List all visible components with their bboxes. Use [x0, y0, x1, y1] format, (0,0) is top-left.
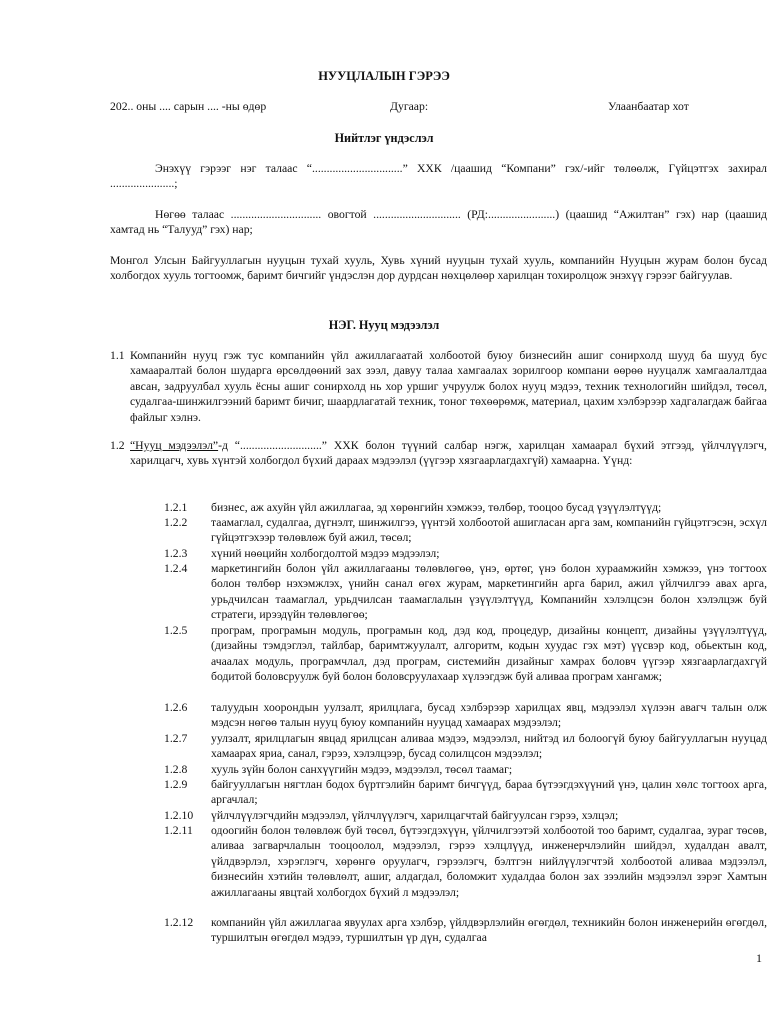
subitem-1-2-1 [164, 500, 767, 515]
section-general-heading: Нийтлэг үндэслэл [334, 131, 434, 145]
subitem-1-2-3 [164, 546, 767, 561]
document-title: НУУЦЛАЛЫН ГЭРЭЭ [318, 69, 450, 83]
subitem-number: 1.2.12 [164, 916, 194, 929]
subitem-number: 1.2.4 [164, 562, 188, 575]
subitem-text: таамаглал, судалгаа, дүгнэлт, шинжилгээ, үүнтэй холбоотой ашигласан арга зам, компанийн гүйцэтгэсэн, эсхүл гүйцэтгэхээр төлөвлөж буй ажил, төсөл; [211, 516, 767, 545]
document-meta-row [110, 99, 710, 115]
subitem-text: маркетингийн болон үйл ажиллагааны төлөвлөгөө, үнэ, өртөг, үнэ болон хураамжийн хэмжээ, үнэ тогтоох болон төлбөр нэхэмжлэх, үнийн санал өгөх журам, маркетингийн арга барил, ажил үйлчилгээ авах арга, урьдчилсан таамаглал, урьдчилсан таамаглалын үзүүлэлтүүд, Компанийн хэлэлцсэн болон хэлэлцэж буй стратеги, ирээдүйн төлөвлөгөө; [211, 562, 767, 622]
subitem-text: талуудын хоорондын уулзалт, ярилцлага, бусад хэлбэрээр харилцах явц, мэдээлэл хүлээн авагч талын олж мэдсэн нөгөө талын нууц буюу компанийн нууцад хамаарах мэдээлэл; [211, 701, 767, 730]
page-number: 1 [756, 951, 762, 965]
document-city: Улаанбаатар хот [608, 100, 689, 113]
subitem-1-2-10 [164, 808, 767, 823]
clause-text: Компанийн нууц гэж тус компанийн үйл ажиллагаатай холбоотой буюу бизнесийн ашиг сонирхолд шууд ба шууд бус хамааралтай болон шударга өрсөлдөөний зах зээл, давуу талаа хамгаалах зорилгоор компани өөрөө нууцалж хамгаалалтдаа авсан, задруулбал хууль ёсны ашиг сонирхолд нь хор уршиг учруулж болох нууц мэдээ, техник технологийн шийдэл, төсөл, судалгаа-шинжилгээний баримт бичиг, шаардлагатай техник, тоног төхөөрөмж, материал, цахим хэлбэрээр хадгалагдаж байгаа файлыг хэлнэ. [130, 349, 767, 424]
clause-1-1 [110, 348, 767, 425]
subitem-number: 1.2.7 [164, 732, 188, 745]
subitem-text: үйлчлүүлэгчдийн мэдээлэл, үйлчлүүлэгч, харилцагчтай байгуулсан гэрээ, хэлцэл; [211, 809, 619, 822]
subitem-text: хүний нөөцийн холбогдолтой мэдээ мэдээлэл; [211, 547, 440, 560]
clause-number: 1.1 [110, 349, 125, 362]
subitem-1-2-9 [164, 777, 767, 808]
subitem-1-2-6 [164, 700, 767, 731]
subitem-text: програм, програмын модуль, програмын код, дэд код, процедур, дизайны концепт, дизайны үзүүлэлтүүд, (дизайны тэмдэглэл, тайлбар, баримтжуулалт, алгоритм, кодын хуудас гэх мэт) үүсвэр код, обьектын код, ачаалах модуль, програмчлал, дэд програм, системийн дизайныг хамрах боловч үүгээр хязгаарлагдахгүй бодитой боловсруулж буй болон боловсруулахаар хүлээгдэж буй аливаа програм хангамж; [211, 624, 767, 684]
clause-text [130, 438, 767, 469]
subitem-number: 1.2.1 [164, 501, 188, 514]
subitem-text: хууль зүйн болон санхүүгийн мэдээ, мэдээлэл, төсөл таамаг; [211, 763, 513, 776]
subitem-number: 1.2.3 [164, 547, 188, 560]
subitem-text: компанийн үйл ажиллагаа явуулах арга хэлбэр, үйлдвэрлэлийн өгөгдөл, техникийн болон инженерийн өгөгдөл, туршилтын өгөгдөл мэдээ, туршилтын үр дүн, судалгаа [211, 916, 767, 945]
clause-number: 1.2 [110, 439, 125, 452]
subitem-number: 1.2.9 [164, 778, 188, 791]
subitem-1-2-2 [164, 515, 767, 546]
subitem-text: бизнес, аж ахуйн үйл ажиллагаа, эд хөрөнгийн хэмжээ, төлбөр, тооцоо бусад үзүүлэлтүүд; [211, 501, 662, 514]
clause-body: -д “............................” ХХК болон түүний салбар нэгж, харилцан хамаарал бүхий этгээд, үйлчлүүлэгч, харилцагч, хувь хүнтэй холбогдол бүхий дараах мэдээлэл (үүгээр хязгаарлагдахгүй) хамаарна. Үүнд: [130, 439, 767, 468]
subitem-text: одоогийн болон төлөвлөж буй төсөл, бүтээгдэхүүн, үйлчилгээтэй холбоотой тоо баримт, судалгаа, зураг төсөв, аливаа загварчлалын тооцоолол, мэдээлэл, гэрээ хэлцлүүд, инженерчлэлийн шийдэл, худалдан авалт, үйлдвэрлэл, хэрэглэгч, хөрөнгө оруулагч, гэрээлэгч, бэлтгэн нийлүүлэгчтэй холбоотой аливаа мэдээлэл, бизнесийн хэтийн төлөвлөлт, ашиг, алдагдал, боломжит худалдаа болон зах зээлийн мэдээлэл зэрэг Хамтын ажиллагааны явцтай холбогдох бүхий л мэдээлэл; [211, 824, 767, 899]
subitem-text: уулзалт, ярилцлагын явцад ярилцсан аливаа мэдээ, мэдээлэл, нийтэд ил болоогүй буюу байгууллагын нууцад хамаарах яриа, санал, гэрээ, хэлэлцээр, бусад солилцсон мэдээлэл; [211, 732, 767, 761]
clause-term: “Нууц мэдээлэл” [130, 439, 219, 452]
paragraph-company-party [110, 161, 767, 192]
subitem-1-2-7 [164, 731, 767, 762]
subitem-1-2-12 [164, 915, 767, 946]
subitem-1-2-11 [164, 823, 767, 900]
subitem-number: 1.2.2 [164, 516, 188, 529]
subitem-number: 1.2.6 [164, 701, 188, 714]
clause-1-2 [110, 438, 767, 469]
paragraph-legal-basis: Монгол Улсын Байгууллагын нууцын тухай хууль, Хувь хүний нууцын тухай хууль, компанийн Нууцын журам болон бусад холбогдох хууль тогтоомж, баримт бичгийг үндэслэн дор дурдсан нөхцөлөөр харилцан тохиролцож энэхүү гэрээг байгуулав. [110, 254, 767, 283]
subitem-number: 1.2.10 [164, 809, 194, 822]
document-date: 202.. оны .... сарын .... -ны өдөр [110, 100, 267, 113]
subitem-1-2-8 [164, 762, 767, 777]
subitem-1-2-5 [164, 623, 767, 685]
subitem-number: 1.2.5 [164, 624, 188, 637]
paragraph-employee-party [110, 207, 767, 238]
document-number-label: Дугаар: [390, 100, 429, 113]
subitem-number: 1.2.8 [164, 763, 188, 776]
section-one-heading: НЭГ. Нууц мэдээлэл [328, 318, 440, 332]
subitem-1-2-4 [164, 561, 767, 623]
subitem-text: байгууллагын нягтлан бодох бүртгэлийн баримт бичгүүд, бараа бүтээгдэхүүний үнэ, цалин хөлс тогтоох арга, аргачлал; [211, 778, 767, 807]
subitem-number: 1.2.11 [164, 824, 193, 837]
paragraph-employee-party-text: Нөгөө талаас ............................... овогтой .............................. (РД:.......................) (цаашид “Ажилтан” гэх) нар (цаашид хамтад нь “Талууд” гэх) нар; [110, 208, 767, 237]
paragraph-company-party-text: Энэхүү гэрээг нэг талаас “...............................” ХХК /цаашид “Компани” гэх/-ийг төлөөлж, Гүйцэтгэх захирал ......................; [110, 162, 767, 191]
